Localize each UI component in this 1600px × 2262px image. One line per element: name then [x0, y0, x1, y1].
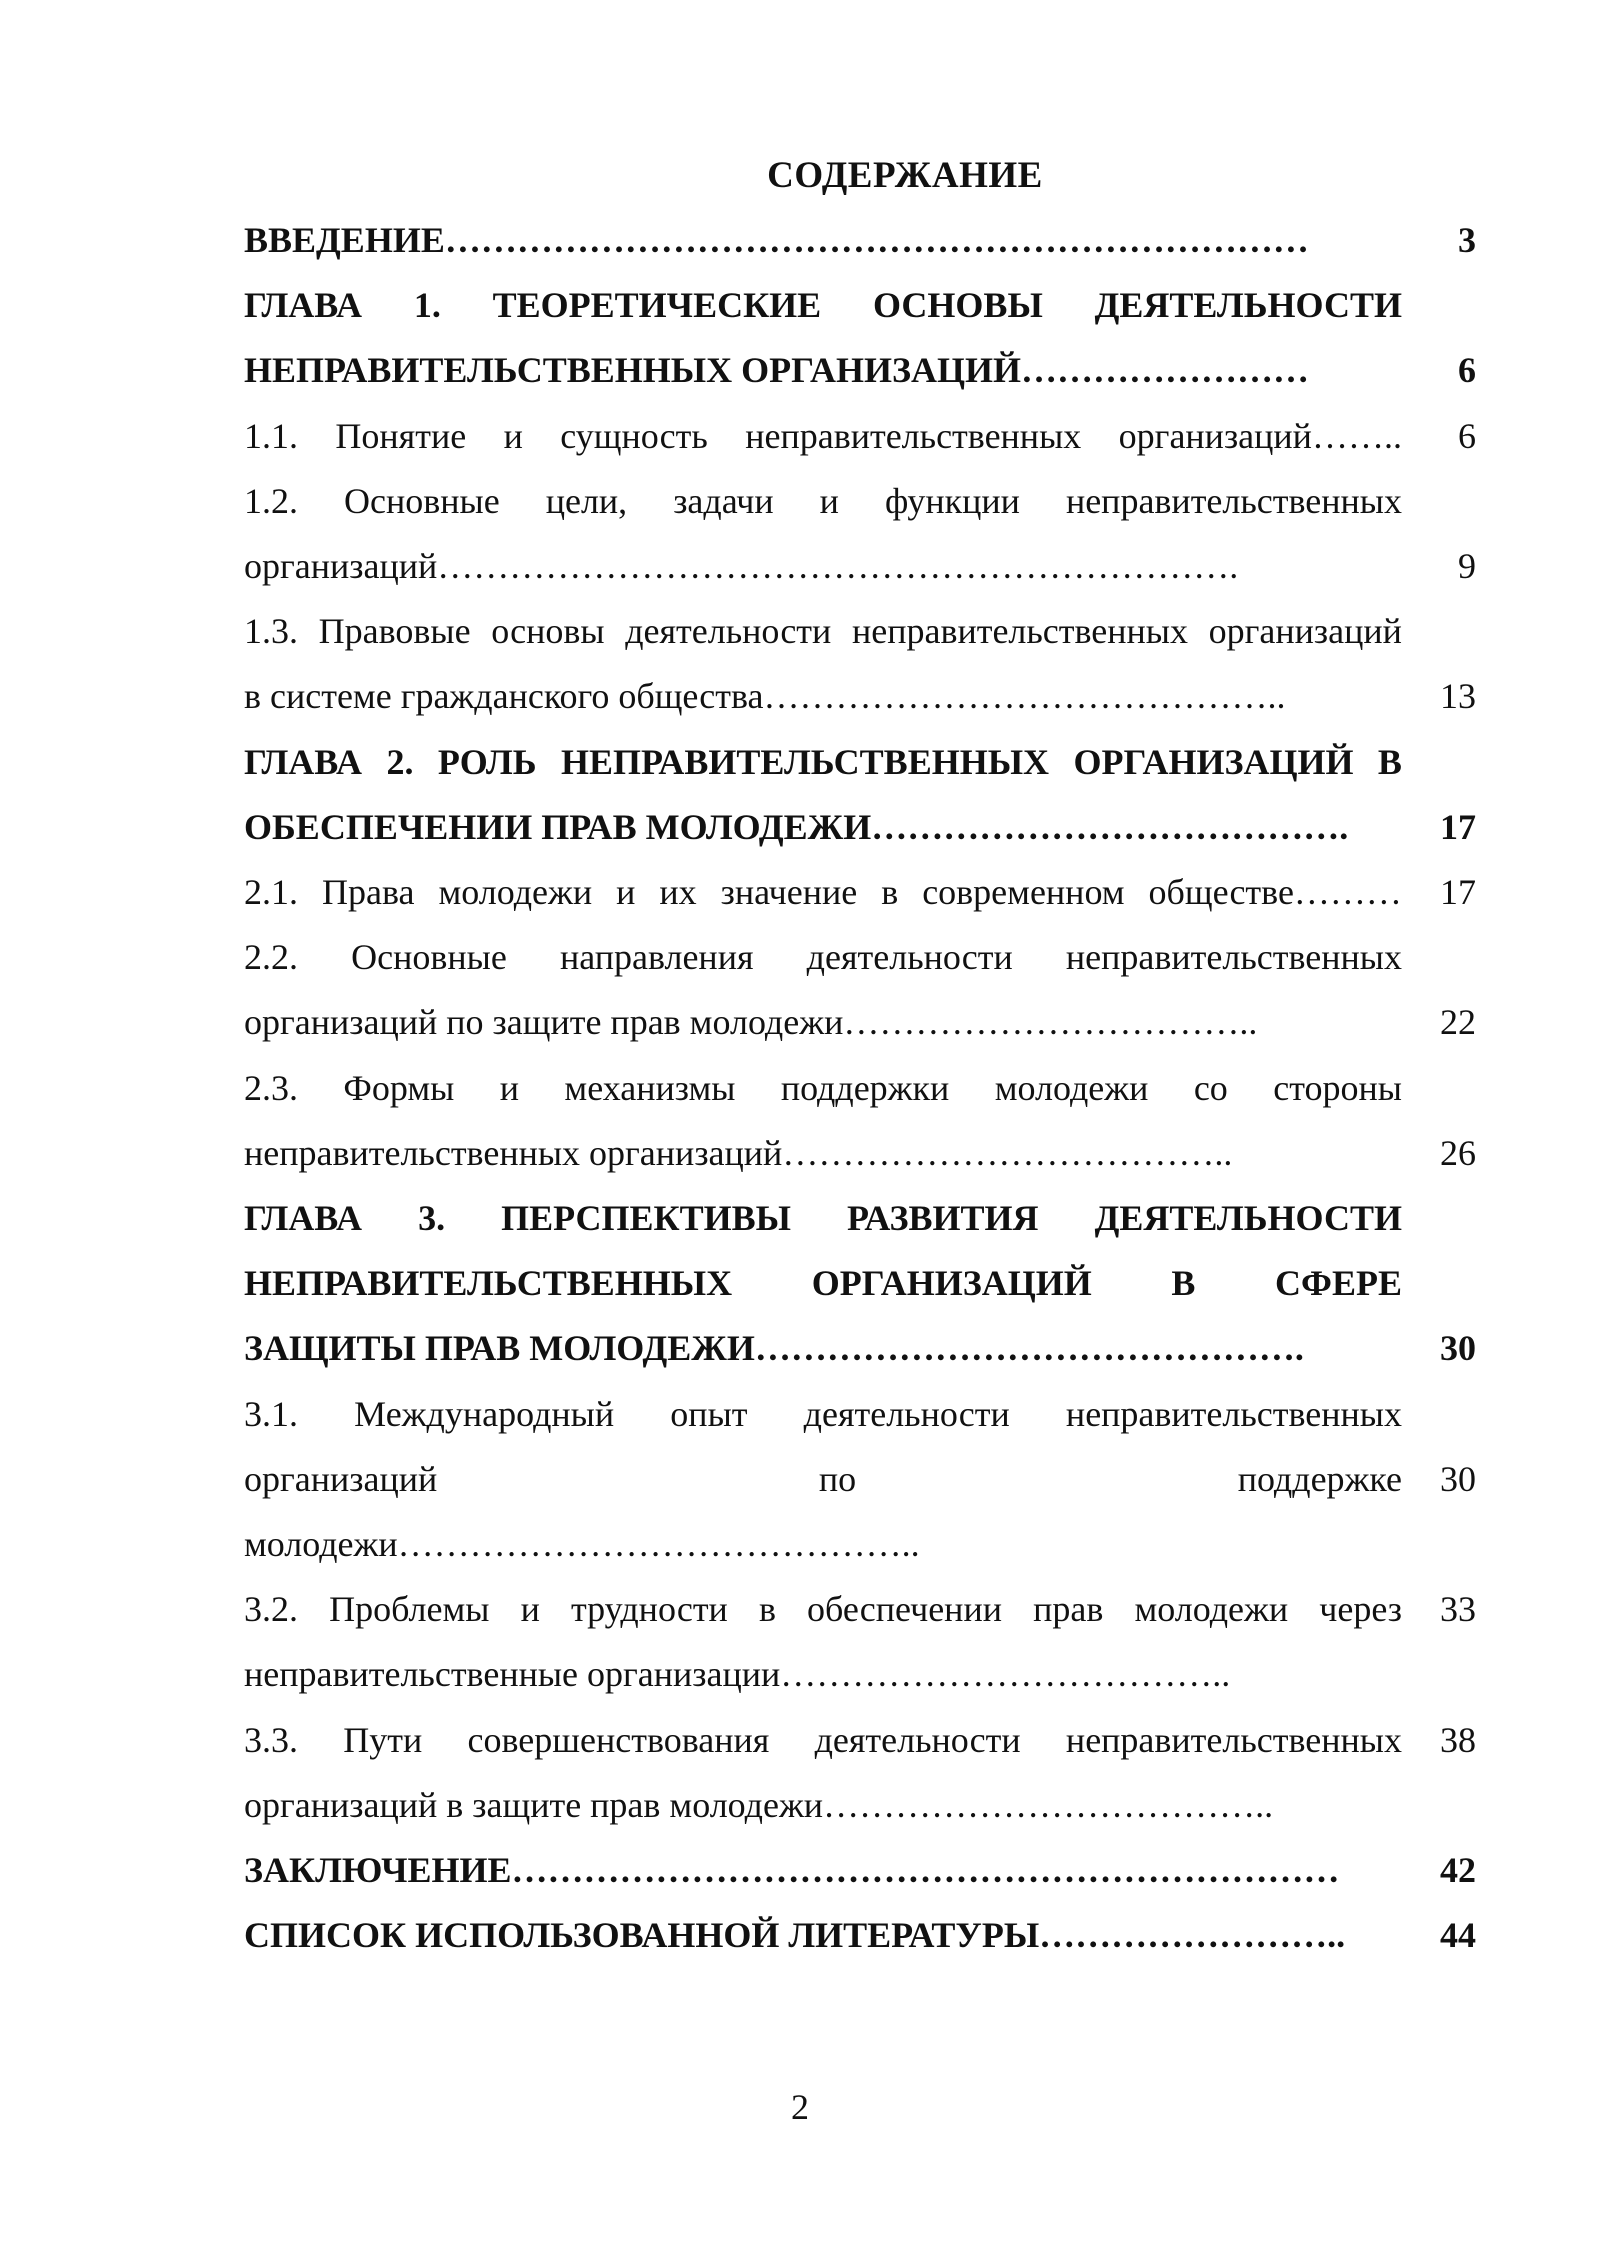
toc-entry-line [244, 404, 1402, 469]
toc-word: Основные [344, 480, 500, 521]
toc-entry-line: организаций…………………………………………………………. [244, 546, 1239, 587]
toc-word: деятельности [803, 1393, 1010, 1434]
toc-word: трудности [570, 1589, 728, 1630]
toc-word: опыт [670, 1393, 748, 1434]
toc-entry-section-2-2[interactable] [244, 925, 1476, 1055]
toc-word: ПЕРСПЕКТИВЫ [501, 1198, 792, 1239]
toc-word: Права [321, 872, 415, 913]
toc-word: 2. [386, 741, 414, 782]
toc-word: неправительственных [851, 611, 1188, 652]
toc-word: в [881, 872, 899, 913]
toc-word: совершенствования [467, 1719, 770, 1760]
toc-entry-line: ЗАКЛЮЧЕНИЕ…………………………………………………………… [244, 1850, 1340, 1891]
toc-word: Понятие [335, 415, 467, 456]
toc-entry-line [244, 1708, 1402, 1773]
toc-entry-section-3-1[interactable] [244, 1382, 1476, 1578]
toc-entry-line [244, 860, 1402, 925]
toc-word: в [758, 1589, 776, 1630]
toc-word: 1.1. [244, 415, 298, 456]
toc-entry-text [244, 404, 1402, 469]
toc-word: со [1193, 1067, 1228, 1108]
toc-word: и [819, 480, 839, 521]
toc-entry-line: ОБЕСПЕЧЕНИИ ПРАВ МОЛОДЕЖИ…………………………………. [244, 806, 1349, 847]
toc-entry-introduction[interactable] [244, 208, 1476, 273]
toc-entry-page: 13 [1440, 676, 1476, 717]
toc-word: неправительственных [1065, 480, 1402, 521]
toc-word: направления [559, 937, 754, 978]
toc-word: молодежи [1134, 1589, 1289, 1630]
toc-word: современном [922, 872, 1125, 913]
toc-entry-page: 17 [1440, 872, 1476, 913]
toc-entry-chapter-1[interactable] [244, 273, 1476, 403]
toc-word: организаций [244, 1458, 438, 1499]
toc-word: неправительственных [1065, 937, 1402, 978]
toc-entry-section-2-3[interactable] [244, 1056, 1476, 1186]
toc-entry-section-3-2[interactable] [244, 1577, 1476, 1707]
toc-entry-text [244, 208, 1402, 273]
toc-entry-page: 30 [1440, 1458, 1476, 1499]
toc-word: через [1319, 1589, 1402, 1630]
toc-entry-line: НЕПРАВИТЕЛЬСТВЕННЫХ ОРГАНИЗАЦИЙ…………………… [244, 350, 1310, 391]
toc-entry-line: молодежи…………………………………….. [244, 1524, 920, 1565]
toc-word: Правовые [318, 611, 471, 652]
toc-word: неправительственных [745, 415, 1082, 456]
toc-word: 1.2. [244, 480, 298, 521]
toc-entry-page: 42 [1440, 1850, 1476, 1891]
toc-word: механизмы [564, 1067, 736, 1108]
toc-entry-section-1-2[interactable] [244, 469, 1476, 599]
toc-word: 3.2. [244, 1589, 298, 1630]
toc-word: ОРГАНИЗАЦИЙ [811, 1263, 1092, 1304]
toc-entry-chapter-2[interactable] [244, 730, 1476, 860]
toc-word: и [616, 872, 636, 913]
toc-entry-page: 38 [1440, 1719, 1476, 1760]
toc-entry-text [244, 860, 1402, 925]
toc-word: основы [491, 611, 605, 652]
toc-word: В [1377, 741, 1402, 782]
toc-entry-text [244, 1838, 1402, 1903]
toc-entry-line [244, 1447, 1402, 1512]
toc-entry-text [244, 925, 1402, 1055]
toc-entry-text [244, 469, 1402, 599]
toc-entry-line [244, 925, 1402, 990]
toc-entry-line: в системе гражданского общества…………………………………….. [244, 676, 1286, 717]
toc-word: поддержке [1237, 1458, 1402, 1499]
toc-word: ТЕОРЕТИЧЕСКИЕ [492, 285, 822, 326]
toc-entry-page: 9 [1458, 546, 1476, 587]
toc-entry-section-1-3[interactable] [244, 599, 1476, 729]
toc-word: Пути [343, 1719, 423, 1760]
toc-word: В [1171, 1263, 1196, 1304]
toc-word: организаций…….. [1118, 415, 1402, 456]
toc-entry-text [244, 1056, 1402, 1186]
toc-entry-text [244, 1186, 1402, 1382]
toc-word: задачи [673, 480, 774, 521]
toc-entry-text [244, 1382, 1402, 1578]
page-number: 2 [791, 2087, 809, 2127]
toc-entry-text [244, 1708, 1402, 1838]
toc-entry-line [244, 1056, 1402, 1121]
toc-entry-bibliography[interactable] [244, 1903, 1476, 1968]
toc-entry-line: СПИСОК ИСПОЛЬЗОВАННОЙ ЛИТЕРАТУРЫ…………………….. [244, 1915, 1346, 1956]
toc-word: 3. [418, 1198, 446, 1239]
toc-word: Проблемы [329, 1589, 490, 1630]
toc-word: ГЛАВА [244, 741, 363, 782]
toc-word: их [659, 872, 697, 913]
toc-entry-line [244, 469, 1402, 534]
toc-word: молодежи [438, 872, 593, 913]
toc-entry-page: 33 [1440, 1589, 1476, 1630]
toc-word: неправительственных [1065, 1719, 1402, 1760]
toc-entry-text [244, 599, 1402, 729]
toc-word: 2.2. [244, 937, 298, 978]
toc-word: ГЛАВА [244, 285, 363, 326]
toc-entry-line: неправительственные организации……………………………….. [244, 1654, 1231, 1695]
toc-entry-page: 3 [1458, 220, 1476, 260]
toc-word: деятельности [806, 937, 1013, 978]
toc-entry-text [244, 730, 1402, 860]
toc-entry-page: 6 [1458, 415, 1476, 456]
toc-word: деятельности [814, 1719, 1021, 1760]
toc-word: цели, [545, 480, 628, 521]
toc-entry-page: 22 [1440, 1002, 1476, 1043]
toc-word: СФЕРЕ [1275, 1263, 1402, 1304]
toc-entry-line: ВВЕДЕНИЕ……………………………………………………………… [244, 220, 1309, 260]
toc-entry-page: 6 [1458, 350, 1476, 391]
toc-word: РОЛЬ [437, 741, 537, 782]
toc-entry-section-3-3[interactable] [244, 1708, 1476, 1838]
toc-word: стороны [1273, 1067, 1402, 1108]
toc-word: ГЛАВА [244, 1198, 363, 1239]
toc-word: ОСНОВЫ [872, 285, 1043, 326]
toc-word: НЕПРАВИТЕЛЬСТВЕННЫХ [244, 1263, 733, 1304]
toc-word: 3.3. [244, 1719, 298, 1760]
toc-entry-section-2-1[interactable] [244, 860, 1476, 925]
toc-word: сущность [560, 415, 708, 456]
toc-entry-line [244, 1186, 1402, 1251]
toc-word: Международный [354, 1393, 615, 1434]
toc-word: 2.3. [244, 1067, 298, 1108]
toc-title: СОДЕРЖАНИЕ [767, 155, 1043, 196]
toc-word: обществе……… [1148, 872, 1402, 913]
toc-word: неправительственных [1065, 1393, 1402, 1434]
toc-word: организаций [1208, 611, 1402, 652]
toc-word: и [503, 415, 523, 456]
toc-entry-page: 30 [1440, 1328, 1476, 1369]
toc-word: деятельности [625, 611, 832, 652]
toc-entry-text [244, 273, 1402, 403]
toc-entry-text [244, 1903, 1402, 1968]
toc-word: НЕПРАВИТЕЛЬСТВЕННЫХ [560, 741, 1050, 782]
toc-word: РАЗВИТИЯ [847, 1198, 1039, 1239]
toc-entry-page: 26 [1440, 1132, 1476, 1173]
toc-entry-line [244, 1577, 1402, 1642]
toc-word: прав [1033, 1589, 1104, 1630]
toc-entry-line [244, 1382, 1402, 1447]
toc-word: и [520, 1589, 540, 1630]
toc-word: ДЕЯТЕЛЬНОСТИ [1094, 1198, 1402, 1239]
toc-word: ДЕЯТЕЛЬНОСТИ [1094, 285, 1402, 326]
toc-word: поддержки [780, 1067, 950, 1108]
toc-entry-line: организаций по защите прав молодежи…………………………….. [244, 1002, 1258, 1043]
toc-word: по [818, 1458, 857, 1499]
toc-word: значение [720, 872, 858, 913]
toc-word: ОРГАНИЗАЦИЙ [1073, 741, 1354, 782]
toc-word: и [499, 1067, 519, 1108]
toc-entry-chapter-3[interactable] [244, 1186, 1476, 1382]
toc-word: 3.1. [244, 1393, 298, 1434]
toc-entry-line [244, 273, 1402, 338]
toc-entry-section-1-1[interactable] [244, 404, 1476, 469]
toc-word: Основные [351, 937, 507, 978]
toc-word: молодежи [994, 1067, 1149, 1108]
toc-entry-line [244, 599, 1402, 664]
toc-entry-line: неправительственных организаций……………………………….. [244, 1132, 1233, 1173]
toc-entry-line [244, 1251, 1402, 1316]
toc-word: 2.1. [244, 872, 298, 913]
toc-word: 1. [413, 285, 441, 326]
toc-entry-text [244, 1577, 1402, 1707]
toc-entry-conclusion[interactable] [244, 1838, 1476, 1903]
toc-word: обеспечении [807, 1589, 1002, 1630]
toc-entry-line: ЗАЩИТЫ ПРАВ МОЛОДЕЖИ………………………………………. [244, 1328, 1304, 1369]
table-of-contents [244, 208, 1476, 1968]
toc-entry-line [244, 730, 1402, 795]
toc-word: 1.3. [244, 611, 298, 652]
toc-word: Формы [343, 1067, 455, 1108]
toc-entry-page: 17 [1440, 806, 1476, 847]
toc-entry-line: организаций в защите прав молодежи……………………………….. [244, 1784, 1274, 1825]
toc-entry-page: 44 [1440, 1915, 1476, 1956]
toc-word: функции [884, 480, 1020, 521]
